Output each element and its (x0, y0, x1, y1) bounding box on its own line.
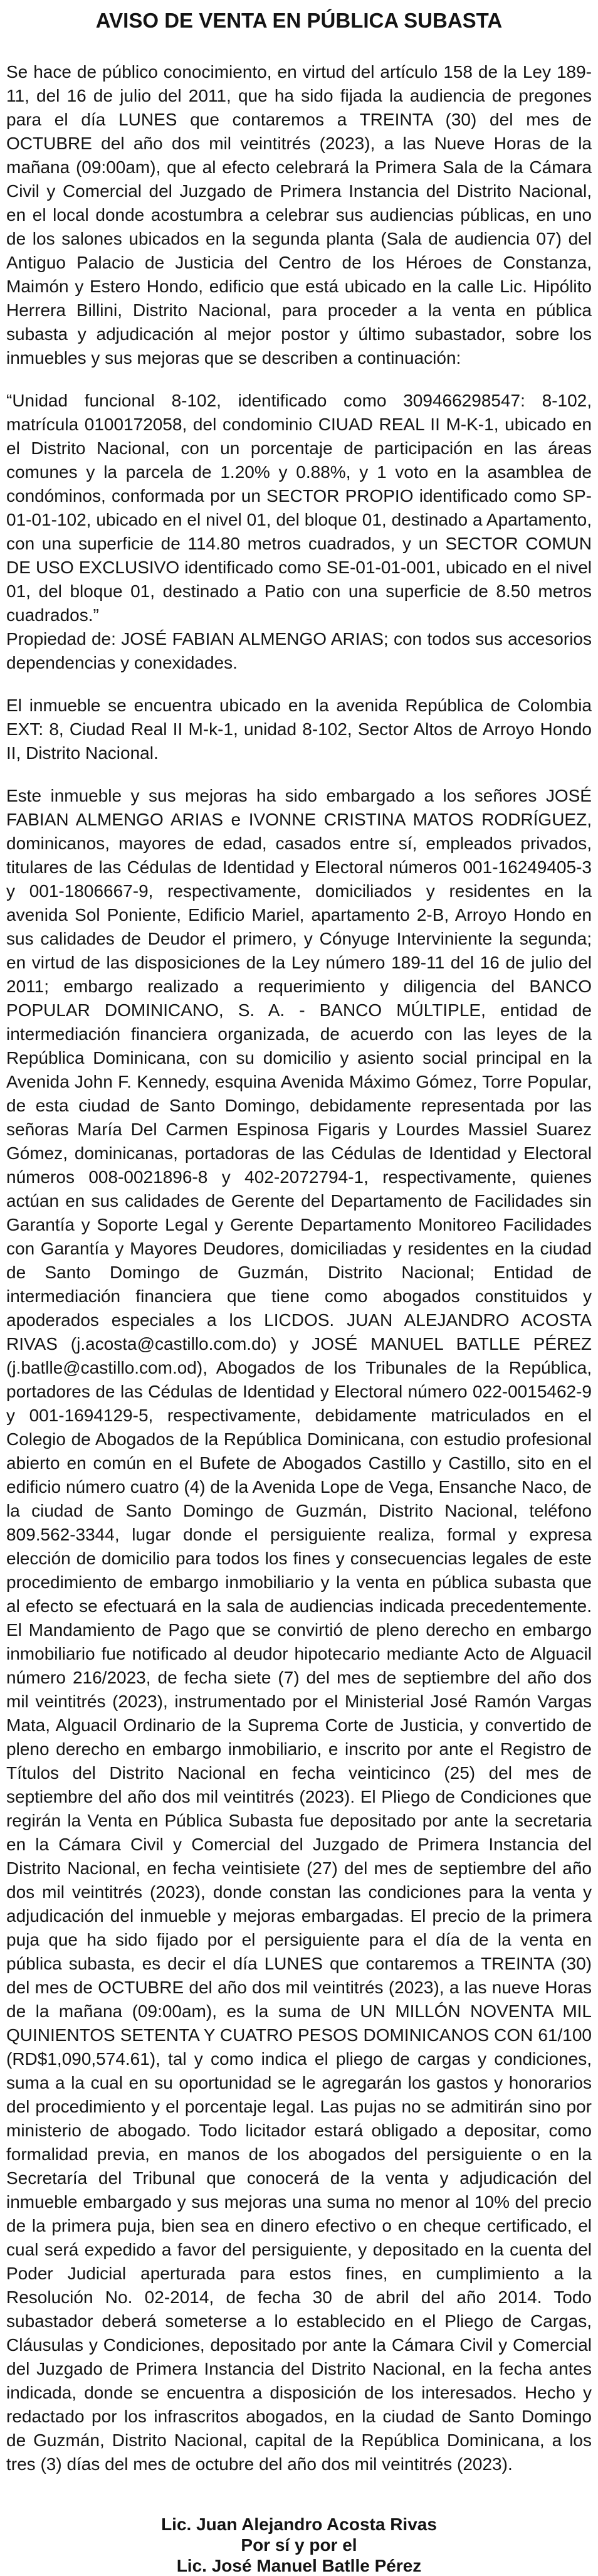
signature-line-3: Lic. José Manuel Batlle Pérez (176, 2555, 422, 2575)
notice-paragraph-property-description: “Unidad funcional 8-102, identificado como 309466298547: 8-102, matrícula 0100172058, del condominio CIUAD REAL II M-K-1, ubicado en el Distrito Nacional, con un porcentaje de participación en las áreas comunes y la parcela de 1.20% y 0.88%, y 1 voto en la asamblea de condóminos, conformada por un SECTOR PROPIO identificado como SP-01-01-102, ubicado en el nivel 01, del bloque 01, destinado a Apartamento, con una superficie de 114.80 metros cuadrados, y un SECTOR COMUN DE USO EXCLUSIVO identificado como SE-01-01-001, ubicado en el nivel 01, del bloque 01, destinado a Patio con una superficie de 8.50 metros cuadrados.” (6, 390, 592, 625)
notice-paragraph-seizure-details: Este inmueble y sus mejoras ha sido embargado a los señores JOSÉ FABIAN ALMENGO ARIAS e IVONNE CRISTINA MATOS RODRÍGUEZ, dominicanos, mayores de edad, casados entre sí, empleados privados, titulares de las Cédulas de Identidad y Electoral números 001-16249405-3 y 001-1806667-9, respectivamente, domiciliados y residentes en la avenida Sol Poniente, Edificio Mariel, apartamento 2-B, Arroyo Hondo en sus calidades de Deudor el primero, y Cónyuge Interviniente la segunda; en virtud de las disposiciones de la Ley número 189-11 del 16 de julio del 2011; embargo realizado a requerimiento y diligencia del BANCO POPULAR DOMINICANO, S. A. - BANCO MÚLTIPLE, entidad de intermediación financiera organizada, de acuerdo con las leyes de la República Dominicana, con su domicilio y asiento social principal en la Avenida John F. Kennedy, esquina Avenida Máximo Gómez, Torre Popular, de esta ciudad de Santo Domingo, debidamente representada por las señoras María Del Carmen Espinosa Figaris y Lourdes Massiel Suarez Gómez, dominicanas, portadoras de las Cédulas de Identidad y Electoral números 008-0021896-8 y 402-2072794-1, respectivamente, quienes actúan en sus calidades de Gerente del Departamento de Facilidades sin Garantía y Soporte Legal y Gerente Departamento Monitoreo Facilidades con Garantía y Mayores Deudores, domiciliadas y residentes en la ciudad de Santo Domingo de Guzmán, Distrito Nacional; Entidad de intermediación financiera que tiene como abogados constituidos y apoderados especiales a los LICDOS. JUAN ALEJANDRO ACOSTA RIVAS (j.acosta@castillo.com.do) y JOSÉ MANUEL BATLLE PÉREZ (j.batlle@castillo.com.od), Abogados de los Tribunales de la República, portadores de las Cédulas de Identidad y Electoral número 022-0015462-9 y 001-1694129-5, respectivamente, debidamente matriculados en el Colegio de Abogados de la República Dominicana, con estudio profesional abierto en común en el Bufete de Abogados Castillo y Castillo, sito en el edificio número cuatro (4) de la Avenida Lope de Vega, Ensanche Naco, de la ciudad de Santo Domingo de Guzmán, Distrito Nacional, teléfono 809.562-3344, lugar donde el persiguiente realiza, formal y expresa elección de domicilio para todos los fines y consecuencias legales de este procedimiento de embargo inmobiliario y la venta en pública subasta que al efecto se efectuará en la sala de audiencias indicada precedentemente. El Mandamiento de Pago que se convirtió de pleno derecho en embargo inmobiliario fue notificado al deudor hipotecario mediante Acto de Alguacil número 216/2023, de fecha siete (7) del mes de septiembre del año dos mil veintitrés (2023), instrumentado por el Ministerial José Ramón Vargas Mata, Alguacil Ordinario de la Suprema Corte de Justicia, y convertido de pleno derecho en embargo inmobiliario, e inscrito por ante el Registro de Títulos del Distrito Nacional en fecha veinticinco (25) del mes de septiembre del año dos mil veintitrés (2023). El Pliego de Condiciones que regirán la Venta en Pública Subasta fue depositado por ante la secretaria en la Cámara Civil y Comercial del Juzgado de Primera Instancia del Distrito Nacional, en fecha veintisiete (27) del mes de septiembre del año dos mil veintitrés (2023), donde constan las condiciones para la venta y adjudicación del inmueble y mejoras embargadas. El precio de la primera puja que ha sido fijado por el persiguiente para el día de la venta en pública subasta, es decir el día LUNES que contaremos a TREINTA (30) del mes de OCTUBRE del año dos mil veintitrés (2023), a las nueve Horas de la mañana (09:00am), es la suma de UN MILLÓN NOVENTA MIL QUINIENTOS SETENTA Y CUATRO PESOS DOMINICANOS CON 61/100 (RD$1,090,574.61), tal y como indica el pliego de cargas y condiciones, suma a la cual en su oportunidad se le agregarán los gastos y honorarios del procedimiento y el porcentaje legal. Las pujas no se admitirán sino por ministerio de abogado. Todo licitador estará obligado a depositar, como formalidad previa, en manos de los abogados del persiguiente o en la Secretaría del Tribunal que conocerá de la venta y adjudicación del inmueble embargado y sus mejoras una suma no menor al 10% del precio de la primera puja, bien sea en dinero efectivo o en cheque certificado, el cual será expedido a favor del persiguiente, y depositado en la cuenta del Poder Judicial aperturada para estos fines, en cumplimiento a la Resolución No. 02-2014, de fecha 30 de abril del año 2014. Todo subastador deberá someterse a lo establecido en el Pliego de Cargas, Cláusulas y Condiciones, depositado por ante la Cámara Civil y Comercial del Juzgado de Primera Instancia del Distrito Nacional, en la fecha antes indicada, donde se encuentra a disposición de los interesados. Hecho y redactado por los infrascritos abogados, en la ciudad de Santo Domingo de Guzmán, Distrito Nacional, capital de la República Dominicana, a los tres (3) días del mes de octubre del año dos mil veintitrés (2023). (6, 785, 592, 2474)
signature-line-1: Lic. Juan Alejandro Acosta Rivas (161, 2514, 437, 2534)
notice-paragraph-hearing: Se hace de público conocimiento, en virtud del artículo 158 de la Ley 189-11, del 16 de julio del 2011, que ha sido fijada la audiencia de pregones para el día LUNES que contaremos a TREINTA (30) del mes de OCTUBRE del año dos mil veintitrés (2023), a las Nueve Horas de la mañana (09:00am), que al efecto celebrará la Primera Sala de la Cámara Civil y Comercial del Juzgado de Primera Instancia del Distrito Nacional, en el local donde acostumbra a celebrar sus audiencias públicas, en uno de los salones ubicados en la segunda planta (Sala de audiencia 07) del Antiguo Palacio de Justicia del Centro de los Héroes de Constanza, Maimón y Estero Hondo, edificio que está ubicado en la calle Lic. Hipólito Herrera Billini, Distrito Nacional, para proceder a la venta en pública subasta y adjudicación al mejor postor y último subastador, sobre los inmuebles y sus mejoras que se describen a continuación: (6, 61, 592, 368)
signature-block (6, 2514, 592, 2576)
notice-title: AVISO DE VENTA EN PÚBLICA SUBASTA (95, 9, 503, 32)
notice-paragraph-ownership: Propiedad de: JOSÉ FABIAN ALMENGO ARIAS; con todos sus accesorios dependencias y conexidades. (6, 628, 592, 672)
signature-line-2: Por sí y por el (241, 2535, 357, 2555)
notice-paragraph-location: El inmueble se encuentra ubicado en la avenida República de Colombia EXT: 8, Ciudad Real II M-k-1, unidad 8-102, Sector Altos de Arroyo Hondo II, Distrito Nacional. (6, 695, 592, 763)
